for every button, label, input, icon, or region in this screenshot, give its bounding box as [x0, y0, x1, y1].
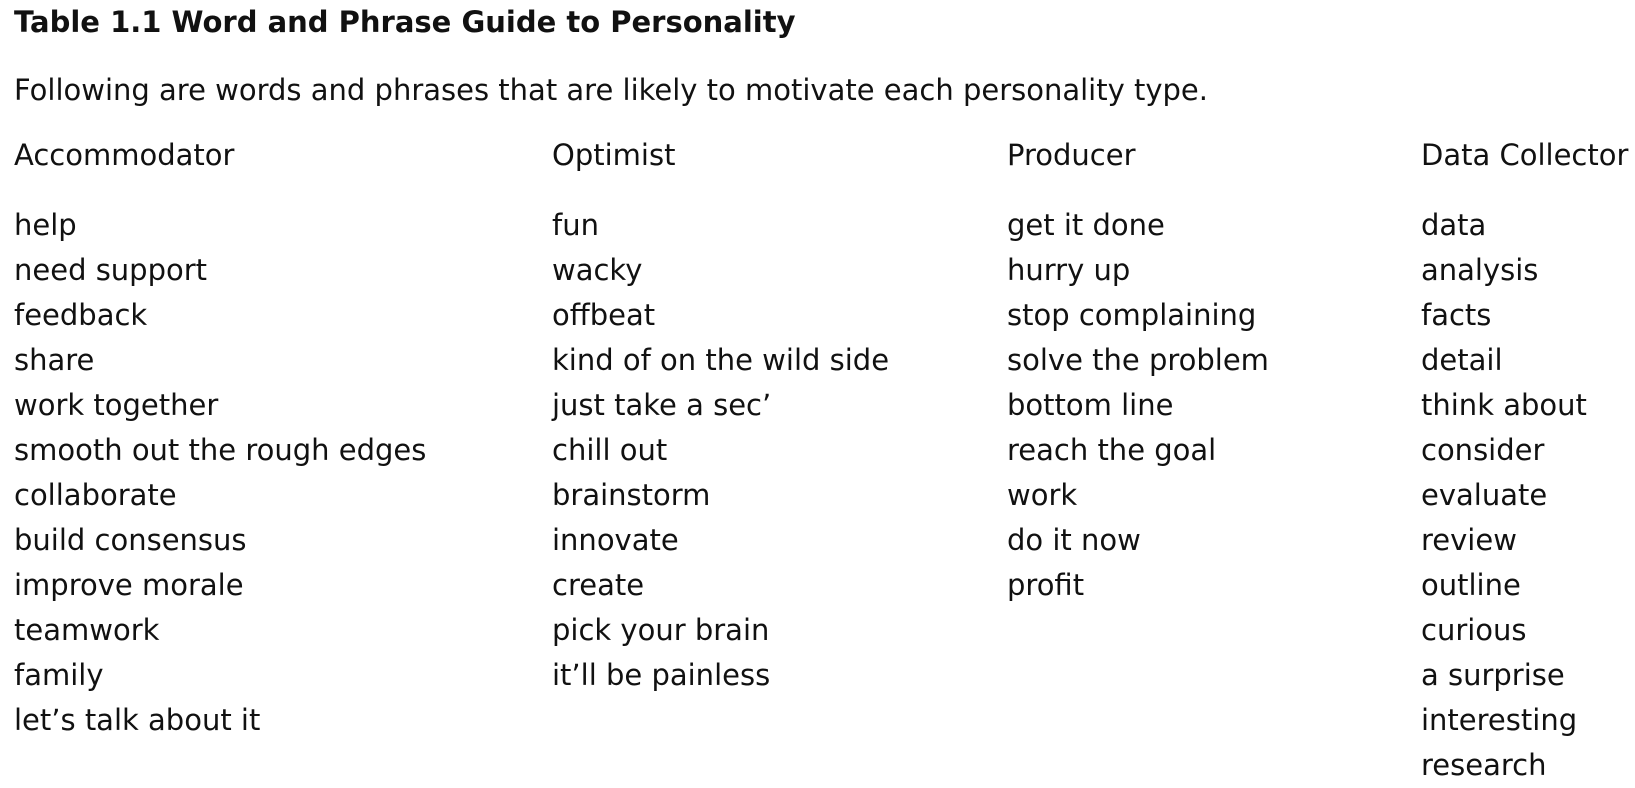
phrase-item: curious [1421, 613, 1527, 647]
phrase-list [552, 203, 889, 698]
phrase-item: work together [14, 388, 219, 422]
phrase-item: just take a sec’ [552, 388, 772, 422]
phrase-item: hurry up [1007, 253, 1131, 287]
phrase-item: share [14, 343, 95, 377]
phrase-item: family [14, 658, 104, 692]
phrase-item: research [1421, 748, 1547, 782]
phrase-item: help [14, 208, 77, 242]
phrase-item: facts [1421, 298, 1492, 332]
phrase-item: think about [1421, 388, 1587, 422]
phrase-item: interesting [1421, 703, 1578, 737]
phrase-item: detail [1421, 343, 1503, 377]
column-data-collector [1421, 135, 1628, 788]
phrase-item: profit [1007, 568, 1085, 602]
phrase-item: kind of on the wild side [552, 343, 890, 377]
phrase-list [1007, 203, 1269, 608]
phrase-item: chill out [552, 433, 668, 467]
column-heading: Accommodator [14, 138, 235, 172]
phrase-item: consider [1421, 433, 1545, 467]
table-title: Table 1.1 Word and Phrase Guide to Personality [14, 5, 796, 39]
phrase-item: smooth out the rough edges [14, 433, 427, 467]
phrase-item: pick your brain [552, 613, 770, 647]
phrase-item: work [1007, 478, 1078, 512]
phrase-item: data [1421, 208, 1487, 242]
column-optimist [552, 135, 889, 698]
phrase-item: stop complaining [1007, 298, 1257, 332]
phrase-item: fun [552, 208, 599, 242]
phrase-item: offbeat [552, 298, 656, 332]
phrase-item: need support [14, 253, 208, 287]
phrase-item: collaborate [14, 478, 177, 512]
intro-text: Following are words and phrases that are likely to motivate each personality type. [14, 73, 1208, 107]
phrase-item: let’s talk about it [14, 703, 261, 737]
phrase-item: innovate [552, 523, 679, 557]
phrase-item: do it now [1007, 523, 1141, 557]
phrase-item: reach the goal [1007, 433, 1217, 467]
phrase-item: create [552, 568, 645, 602]
phrase-item: outline [1421, 568, 1521, 602]
phrase-item: teamwork [14, 613, 160, 647]
phrase-item: get it done [1007, 208, 1165, 242]
phrase-item: review [1421, 523, 1517, 557]
phrase-item: it’ll be painless [552, 658, 771, 692]
column-heading: Data Collector [1421, 138, 1629, 172]
column-heading: Optimist [552, 138, 676, 172]
phrase-item: brainstorm [552, 478, 711, 512]
phrase-item: evaluate [1421, 478, 1548, 512]
phrase-item: feedback [14, 298, 148, 332]
phrase-item: a surprise [1421, 658, 1565, 692]
phrase-item: improve morale [14, 568, 244, 602]
column-heading: Producer [1007, 138, 1136, 172]
phrase-item: solve the problem [1007, 343, 1269, 377]
phrase-item: wacky [552, 253, 643, 287]
phrase-item: bottom line [1007, 388, 1174, 422]
column-accommodator [14, 135, 426, 743]
phrase-item: analysis [1421, 253, 1539, 287]
phrase-list [1421, 203, 1628, 788]
phrase-list [14, 203, 426, 743]
column-producer [1007, 135, 1269, 608]
phrase-item: build consensus [14, 523, 247, 557]
